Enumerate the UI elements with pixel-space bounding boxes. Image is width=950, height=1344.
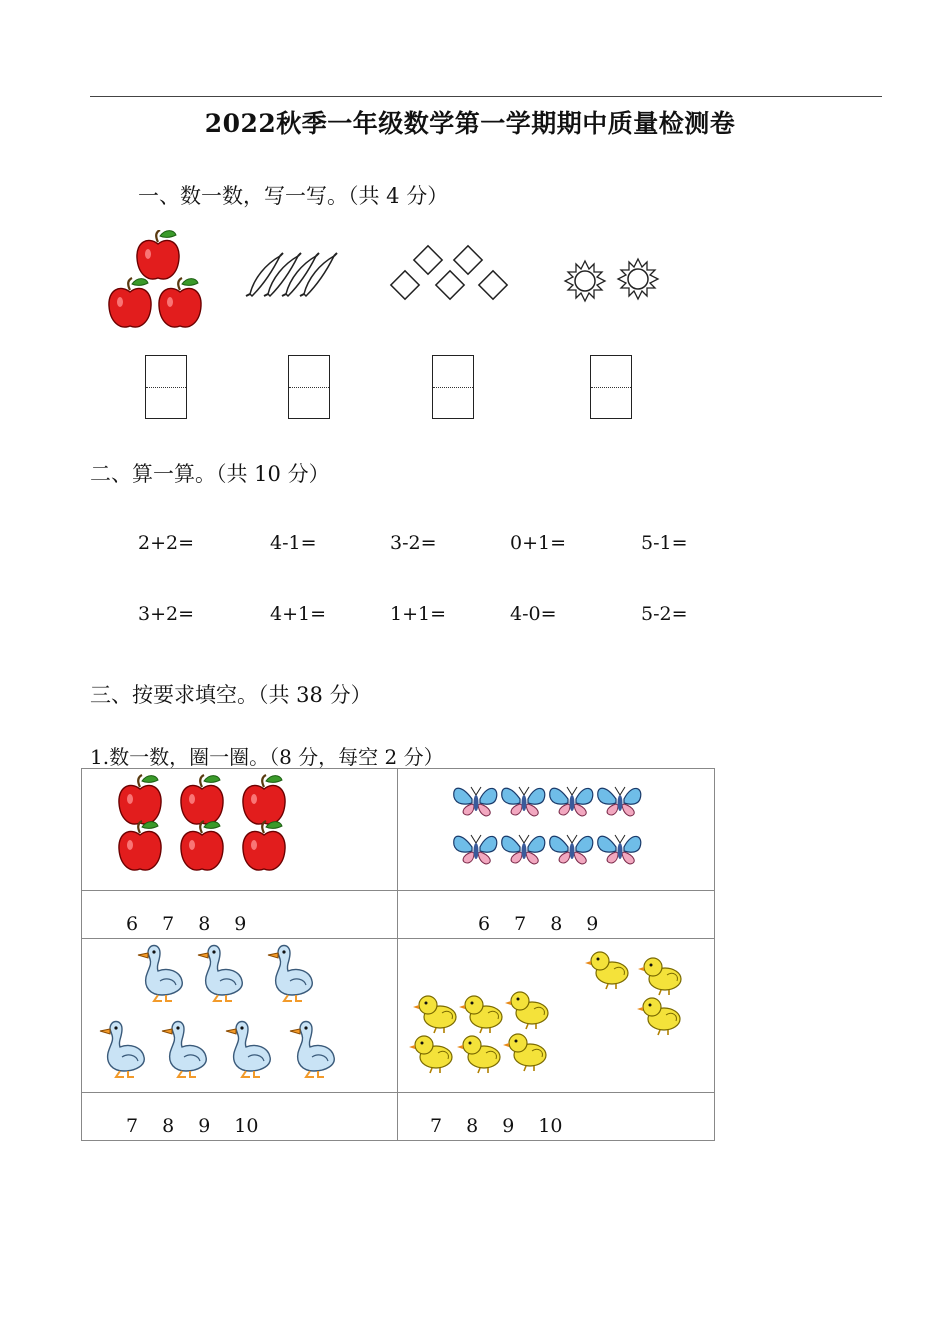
option[interactable]: 9 — [586, 913, 599, 935]
chick-icon — [459, 996, 502, 1033]
apples-cell — [82, 769, 398, 891]
option[interactable]: 7 — [162, 913, 175, 935]
butterfly-icon — [550, 787, 593, 816]
option[interactable]: 8 — [198, 913, 211, 935]
chick-icon — [503, 1034, 546, 1071]
option[interactable]: 8 — [550, 913, 563, 935]
apple-icon — [119, 775, 161, 824]
counting-table — [81, 768, 715, 1141]
chick-icon — [637, 998, 680, 1035]
duck-icon — [268, 946, 312, 1002]
chick-icon — [457, 1036, 500, 1073]
answer-box[interactable] — [432, 355, 474, 419]
apple-icon — [243, 821, 285, 870]
butterfly-icon — [454, 835, 497, 864]
butterfly-icon — [454, 787, 497, 816]
duck-icon — [162, 1022, 206, 1078]
duck-icon — [138, 946, 182, 1002]
answer-box[interactable] — [145, 355, 187, 419]
option[interactable]: 8 — [466, 1115, 479, 1137]
counting-pictures — [100, 230, 700, 340]
equation: 5-2= — [641, 603, 688, 625]
equation: 0+1= — [510, 532, 567, 554]
option[interactable]: 9 — [234, 913, 247, 935]
option[interactable]: 6 — [126, 913, 139, 935]
answer-box[interactable] — [590, 355, 632, 419]
apple-icon — [109, 278, 151, 327]
butterfly-icon — [550, 835, 593, 864]
equation: 2+2= — [138, 532, 195, 554]
option[interactable]: 8 — [162, 1115, 175, 1137]
sun-icon — [565, 261, 605, 301]
butterfly-icon — [598, 835, 641, 864]
equation: 4-0= — [510, 603, 557, 625]
apple-icon — [243, 775, 285, 824]
equation: 4-1= — [270, 532, 317, 554]
diamond-icon — [479, 271, 507, 299]
butterflies-cell — [398, 769, 715, 891]
duck-icon — [100, 1022, 144, 1078]
apple-icon — [181, 775, 223, 824]
apple-icon — [119, 821, 161, 870]
chick-icon — [409, 1036, 452, 1073]
ducks-options — [82, 1093, 398, 1141]
option[interactable]: 7 — [126, 1115, 139, 1137]
option[interactable]: 10 — [234, 1115, 259, 1137]
apple-icon — [181, 821, 223, 870]
chick-icon — [505, 992, 548, 1029]
answer-box[interactable] — [288, 355, 330, 419]
duck-icon — [226, 1022, 270, 1078]
option[interactable]: 6 — [478, 913, 491, 935]
option[interactable]: 9 — [502, 1115, 515, 1137]
diamond-icon — [414, 246, 442, 274]
apple-icon — [137, 230, 179, 279]
chick-icon — [638, 958, 681, 995]
ducks-cell — [82, 939, 398, 1093]
chick-icon — [585, 952, 628, 989]
section-1-heading: 一、数一数，写一写。（共 4 分） — [138, 184, 449, 208]
equation: 1+1= — [390, 603, 447, 625]
duck-icon — [198, 946, 242, 1002]
butterfly-icon — [502, 835, 545, 864]
header-rule — [90, 96, 882, 97]
diamond-icon — [436, 271, 464, 299]
question-1-label: 1.数一数，圈一圈。（8 分，每空 2 分） — [90, 745, 444, 769]
option[interactable]: 10 — [538, 1115, 563, 1137]
option[interactable]: 7 — [430, 1115, 443, 1137]
sun-icon — [618, 259, 658, 299]
chicks-options — [398, 1093, 715, 1141]
option[interactable]: 7 — [514, 913, 527, 935]
chicks-cell — [398, 939, 715, 1093]
section-2-heading: 二、算一算。（共 10 分） — [90, 462, 330, 486]
duck-icon — [290, 1022, 334, 1078]
option[interactable]: 9 — [198, 1115, 211, 1137]
equation: 3+2= — [138, 603, 195, 625]
butterfly-icon — [502, 787, 545, 816]
butterflies-options — [398, 891, 715, 939]
diamond-icon — [391, 271, 419, 299]
equation: 3-2= — [390, 532, 437, 554]
apples-options — [82, 891, 398, 939]
butterfly-icon — [598, 787, 641, 816]
page-title: 2022秋季一年级数学第一学期期中质量检测卷 — [204, 109, 736, 138]
chick-icon — [413, 996, 456, 1033]
diamond-icon — [454, 246, 482, 274]
section-3-heading: 三、按要求填空。（共 38 分） — [90, 683, 372, 707]
equation: 5-1= — [641, 532, 688, 554]
equation: 4+1= — [270, 603, 327, 625]
apple-icon — [159, 278, 201, 327]
